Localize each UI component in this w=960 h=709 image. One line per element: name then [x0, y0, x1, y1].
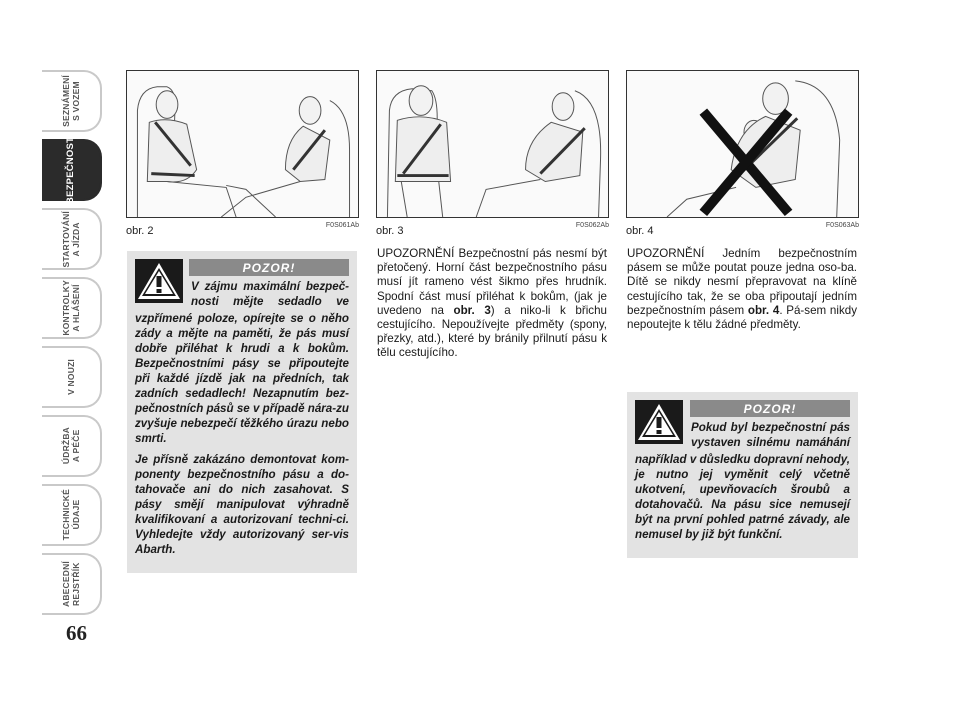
chapter-tabs — [42, 70, 104, 622]
tab-rejstrik[interactable] — [42, 553, 102, 615]
warning-line: vystaven silnému namáhání — [691, 436, 850, 449]
warning-paragraph: například v důsledku dopravní nehody, je nutno jej vyměnit celý včetně ukotvení, upevňovacích šroubů a dotahovačů. Na pásu sice nemusejí být na první pohled patrné závady, ale nemusel by již být funkční. — [635, 453, 850, 541]
figure-label: obr. 2 — [126, 225, 154, 237]
text-run: ) a niko-li k břichu cestujícího. Nepoužívejte předměty (spony, přezky, atd.), které by bránily přilnutí pásu k tělu cestujícího. — [377, 303, 607, 360]
warning-box-belt-replacement — [627, 392, 858, 558]
figure-label: obr. 4 — [626, 225, 654, 237]
text-run: . Pá-sem nikdy nepoutejte k tělu žádné předměty. — [627, 303, 857, 332]
correct-belt-illustration — [377, 71, 608, 217]
figure-reference: obr. 4 — [747, 303, 780, 317]
figure-code: F0S062Ab — [575, 222, 609, 229]
seated-passengers-illustration — [127, 71, 358, 217]
tab-startovani[interactable] — [42, 208, 102, 270]
tab-label: ÚDRŽBA A PÉČE — [61, 427, 81, 465]
figure-reference: obr. 3 — [453, 303, 491, 317]
figure-code: F0S061Ab — [325, 222, 359, 229]
tab-label: TECHNICKÉ ÚDAJE — [61, 489, 81, 541]
pozor-badge: POZOR! — [690, 400, 850, 417]
tab-udrzba[interactable] — [42, 415, 102, 477]
tab-kontrolky[interactable] — [42, 277, 102, 339]
warning-box-seat-position — [127, 251, 357, 573]
warning-line: nosti mějte sedadlo ve — [191, 295, 349, 308]
warning-line: Pokud byl bezpečnostní pás — [691, 421, 850, 434]
figure-4-caption — [626, 221, 859, 239]
tab-label: SEZNÁMENÍ S VOZEM — [61, 75, 81, 127]
tab-label: ABECEDNÍ REJSTŘÍK — [61, 561, 81, 607]
tab-label: KONTROLKY A HLÁŠENÍ — [61, 280, 81, 336]
tab-bezpecnost[interactable] — [42, 136, 102, 204]
tab-technicke[interactable] — [42, 484, 102, 546]
warning-line: V zájmu maximální bezpeč- — [191, 280, 349, 293]
figure-2-caption — [126, 221, 359, 239]
tab-label: V NOUZI — [66, 359, 76, 395]
figure-label: obr. 3 — [376, 225, 404, 237]
figure-code: F0S063Ab — [825, 222, 859, 229]
pozor-badge: POZOR! — [189, 259, 349, 276]
prohibited-child-on-lap-illustration — [627, 71, 858, 217]
text-run: UPOZORNĚNÍ Jedním bezpečnostním pásem se může poutat pouze jedna oso-ba. Dítě se nikdy nesmí přepravovat na klíně cestujícího tak, že se oba připoutají jedním bezpečnostním pásem — [627, 247, 857, 317]
one-person-notice-text — [627, 247, 857, 332]
figure-4-illustration — [626, 70, 859, 218]
tab-label: STARTOVÁNÍ A JÍZDA — [61, 210, 81, 268]
warning-triangle-icon — [635, 400, 683, 444]
warning-triangle-icon — [135, 259, 183, 303]
figure-2-illustration — [126, 70, 359, 218]
warning-paragraph: vzpřímené poloze, opírejte se o něho zády a mějte na paměti, že pás musí dobře přiléhat k hrudi a k bokům. Bezpečnostními pásy se připoutejte při každé jízdě jak na předních, tak zadních sedadlech! Nezapnutím bez-pečnostních pásů se v případě nára-zu zvyšuje nebezpečí těžkého úrazu nebo smrti. — [135, 312, 349, 445]
page-number: 66 — [66, 621, 87, 645]
text-run: UPOZORNĚNÍ Bezpečnostní pás nesmí být přetočený. Horní část bezpečnostního pásu musí jít rameno vést šikmo přes hrudník. Spodní část musí přiléhat k bokům, (jak je uvedeno na — [377, 247, 607, 317]
tab-label: BEZPEČNOST — [65, 136, 76, 204]
figure-3-illustration — [376, 70, 609, 218]
tab-v-nouzi[interactable] — [42, 346, 102, 408]
warning-paragraph: Je přísně zakázáno demontovat kom-ponenty bezpečnostního pásu a do-tahovače ani do nich zasahovat. S pásy smějí manipulovat výhradně kvalifikovaní a autorizovaní techni-ci. Vyhledejte vždy autorizovaný ser-vis Abarth. — [135, 453, 349, 556]
tab-seznameni[interactable] — [42, 70, 102, 132]
belt-notice-text — [377, 247, 607, 361]
figure-3-caption — [376, 221, 609, 239]
